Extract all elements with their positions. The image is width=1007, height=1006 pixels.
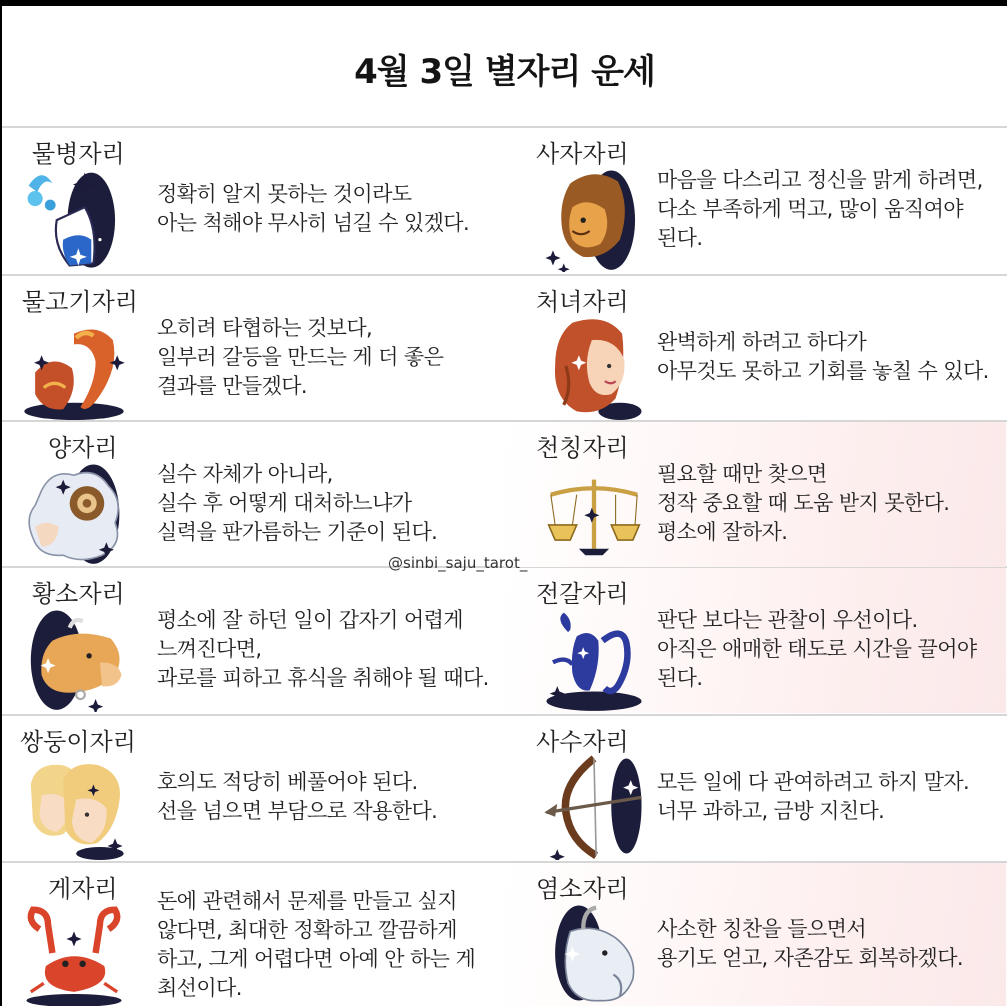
watermark: @sinbi_saju_tarot_ — [388, 554, 528, 572]
fortune-line: 판단 보다는 관찰이 우선이다. — [657, 608, 918, 632]
sign-card-gemini — [2, 716, 504, 861]
fortune-text — [157, 180, 469, 238]
fortune-line: 정작 중요할 때 도움 받지 못한다. — [657, 491, 950, 515]
fortune-line: 평소에 잘하자. — [657, 520, 788, 544]
sign-card-virgo — [504, 276, 1006, 421]
page-title: 4월 3일 별자리 운세 — [354, 52, 655, 92]
libra-icon — [540, 458, 648, 566]
sign-card-libra — [504, 422, 1006, 567]
fortune-line: 최선이다. — [157, 976, 242, 1000]
fortune-text — [657, 328, 989, 386]
virgo-icon — [540, 312, 648, 420]
fortune-line: 완벽하게 하려고 하다가 — [657, 330, 867, 354]
aries-icon — [20, 458, 128, 566]
fortune-line: 사소한 칭찬을 들으면서 — [657, 917, 867, 941]
sign-card-aries — [2, 422, 504, 567]
fortune-line: 아는 척해야 무사히 넘길 수 있겠다. — [157, 211, 470, 235]
fortune-text — [157, 460, 437, 547]
fortune-line: 평소에 잘 하던 일이 갑자기 어렵게 — [157, 608, 463, 632]
sign-name: 사수자리 — [536, 728, 629, 756]
sign-card-capricorn — [504, 863, 1006, 1006]
leo-icon — [540, 164, 648, 272]
fortune-line: 실수 자체가 아니라, — [157, 462, 333, 486]
fortune-line: 돈에 관련해서 문제를 만들고 싶지 — [157, 889, 457, 913]
fortune-line: 용기도 얻고, 자존감도 회복하겠다. — [657, 946, 963, 970]
fortune-line: 선을 넘으면 부담으로 작용한다. — [157, 799, 438, 823]
fortune-line: 하고, 그게 어렵다면 아예 안 하는 게 — [157, 947, 476, 971]
sign-card-cancer — [2, 863, 504, 1006]
fortune-line: 결과를 만들겠다. — [157, 374, 307, 398]
sign-card-leo — [504, 128, 1006, 273]
fortune-line: 실수 후 어떻게 대처하느냐가 — [157, 491, 412, 515]
fortune-line: 너무 과하고, 금방 지친다. — [657, 799, 885, 823]
sign-card-sagittarius — [504, 716, 1006, 861]
sign-name: 물고기자리 — [22, 288, 138, 316]
fortune-line: 다소 부족하게 먹고, 많이 움직여야 — [657, 197, 963, 221]
sign-name: 물병자리 — [32, 140, 125, 168]
fortune-text — [157, 887, 475, 1003]
sign-name: 게자리 — [48, 875, 118, 903]
fortune-text — [157, 768, 437, 826]
fortune-line: 실력을 판가름하는 기준이 된다. — [157, 520, 438, 544]
fortune-line: 아직은 애매한 태도로 시간을 끌어야 — [657, 637, 977, 661]
sign-name: 양자리 — [48, 434, 118, 462]
fortune-text — [157, 314, 443, 401]
fortune-line: 호의도 적당히 베풀어야 된다. — [157, 770, 418, 794]
gemini-icon — [20, 752, 128, 860]
sign-name: 천칭자리 — [536, 434, 629, 462]
fortune-line: 아무것도 못하고 기회를 놓칠 수 있다. — [657, 359, 989, 383]
fortune-line: 않다면, 최대한 정확하고 깔끔하게 — [157, 918, 457, 942]
fortune-text — [657, 166, 983, 253]
fortune-line: 일부러 갈등을 만드는 게 더 좋은 — [157, 345, 444, 369]
sign-name: 전갈자리 — [536, 580, 629, 608]
fortune-line: 된다. — [657, 226, 703, 250]
fortune-sheet — [2, 6, 1007, 1006]
sign-card-taurus — [2, 568, 504, 713]
taurus-icon — [20, 604, 128, 712]
fortune-line: 느껴진다면, — [157, 637, 262, 661]
fortune-text — [657, 915, 963, 973]
fortune-text — [157, 606, 489, 693]
fortune-text — [657, 460, 949, 547]
sign-name: 처녀자리 — [536, 288, 629, 316]
fortune-text — [657, 606, 977, 693]
fortune-line: 오히려 타협하는 것보다, — [157, 316, 373, 340]
sagittarius-icon — [540, 752, 648, 860]
fortune-line: 필요할 때만 찾으면 — [657, 462, 827, 486]
fortune-line: 정확히 알지 못하는 것이라도 — [157, 182, 412, 206]
sign-name: 황소자리 — [32, 580, 125, 608]
sign-card-aquarius — [2, 128, 504, 273]
fortune-line: 모든 일에 다 관여하려고 하지 말자. — [657, 770, 970, 794]
pisces-icon — [20, 312, 128, 420]
capricorn-icon — [540, 899, 648, 1006]
fortune-line: 된다. — [657, 666, 703, 690]
cancer-icon — [20, 899, 128, 1006]
sign-name: 쌍둥이자리 — [20, 728, 136, 756]
fortune-line: 과로를 피하고 휴식을 취해야 될 때다. — [157, 666, 489, 690]
sign-card-pisces — [2, 276, 504, 421]
aquarius-icon — [20, 164, 128, 272]
sign-name: 염소자리 — [536, 875, 629, 903]
scorpio-icon — [540, 604, 648, 712]
fortune-text — [657, 768, 969, 826]
sign-card-scorpio — [504, 568, 1006, 713]
sign-name: 사자자리 — [536, 140, 629, 168]
fortune-line: 마음을 다스리고 정신을 맑게 하려면, — [657, 168, 983, 192]
